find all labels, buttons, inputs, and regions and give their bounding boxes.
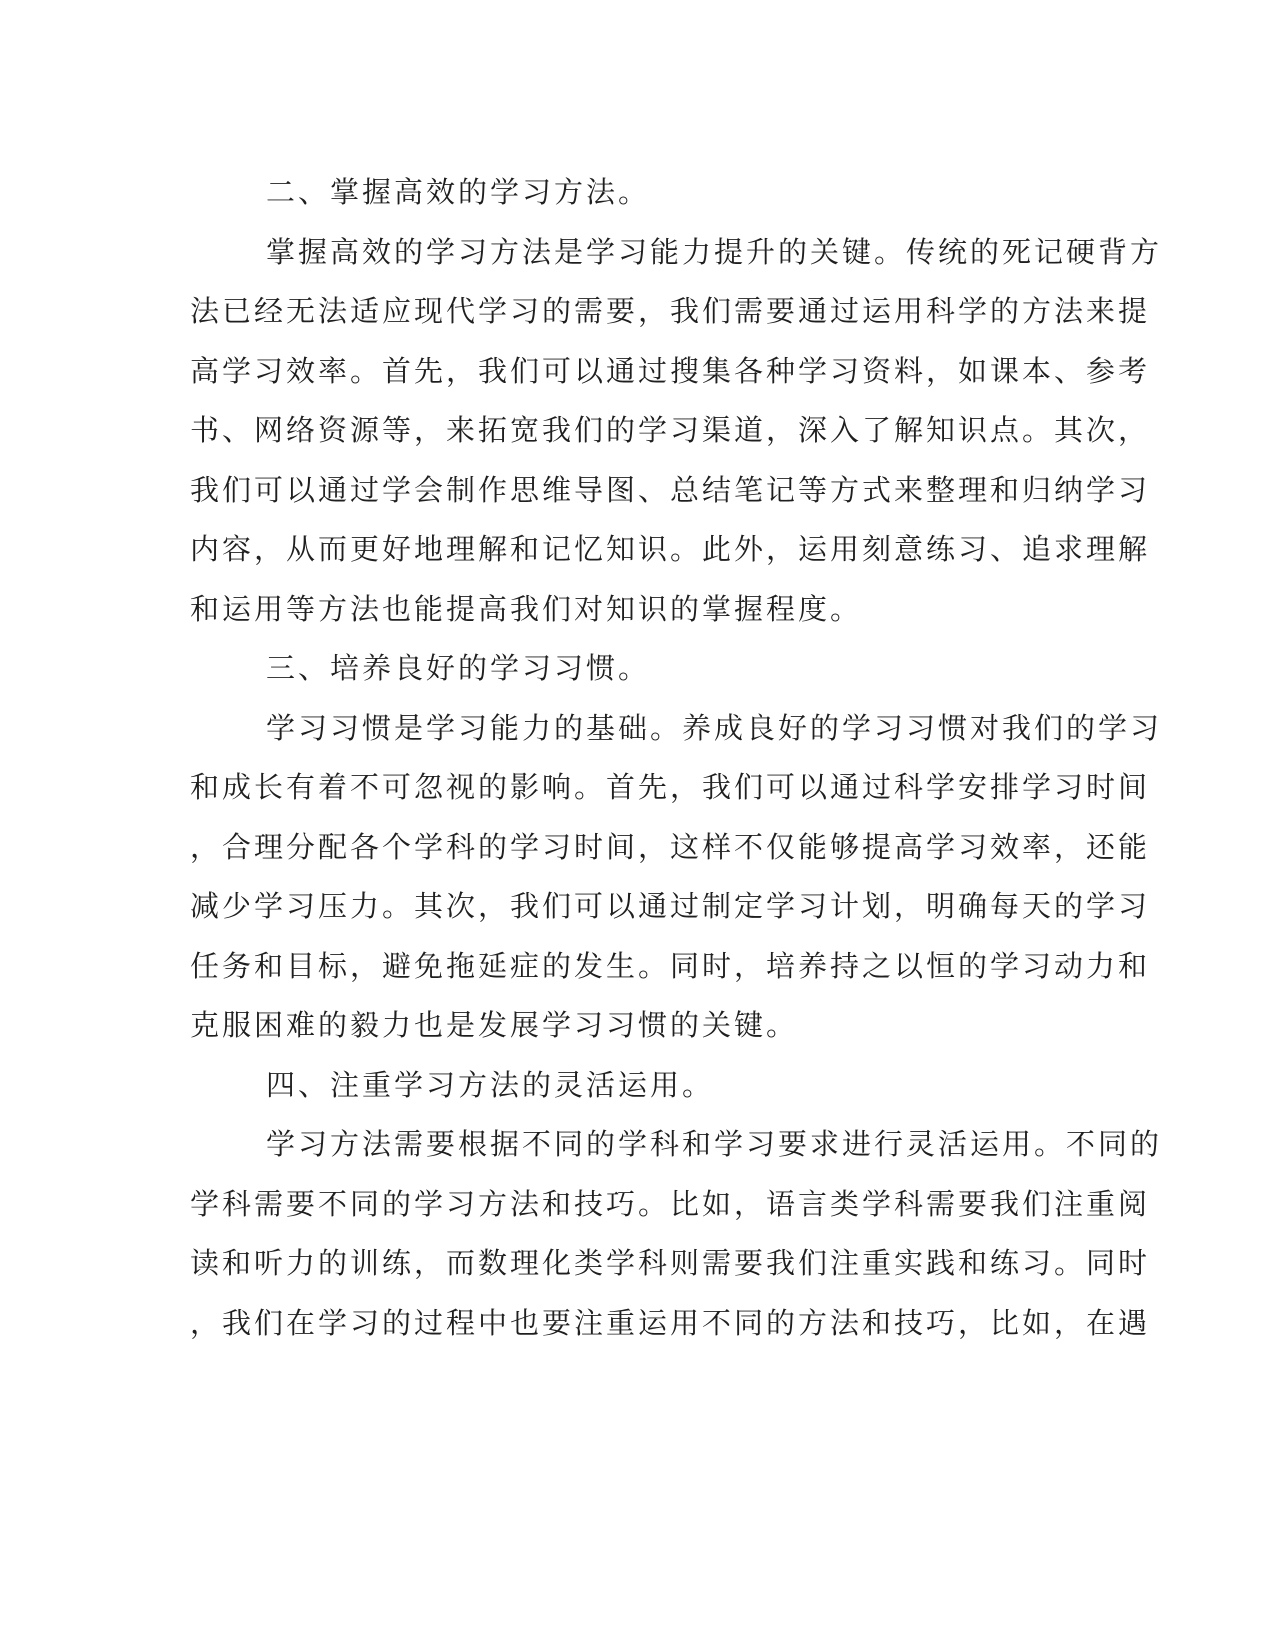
body-text — [190, 163, 1163, 1353]
paragraph-line: 学习习惯是学习能力的基础。养成良好的学习习惯对我们的学习 — [266, 710, 1163, 745]
paragraph-line: 学习方法需要根据不同的学科和学习要求进行灵活运用。不同的 — [266, 1127, 1163, 1161]
paragraph-line: ，我们在学习的过程中也要注重运用不同的方法和技巧，比如，在遇 — [190, 1305, 1151, 1340]
paragraph-line: 读和听力的训练，而数理化类学科则需要我们注重实践和练习。同时 — [190, 1246, 1151, 1280]
section-heading-4: 四、注重学习方法的灵活运用。 — [266, 1067, 715, 1102]
paragraph-line: 减少学习压力。其次，我们可以通过制定学习计划，明确每天的学习 — [190, 889, 1151, 923]
paragraph-line: 高学习效率。首先，我们可以通过搜集各种学习资料，如课本、参考 — [190, 353, 1151, 388]
paragraph-line: 学科需要不同的学习方法和技巧。比如，语言类学科需要我们注重阅 — [190, 1186, 1151, 1221]
paragraph-line: ，合理分配各个学科的学习时间，这样不仅能够提高学习效率，还能 — [190, 829, 1151, 864]
paragraph-line: 掌握高效的学习方法是学习能力提升的关键。传统的死记硬背方 — [266, 234, 1163, 269]
section-heading-2: 二、掌握高效的学习方法。 — [266, 175, 651, 209]
paragraph-line: 任务和目标，避免拖延症的发生。同时，培养持之以恒的学习动力和 — [190, 948, 1151, 983]
section-heading-3: 三、培养良好的学习习惯。 — [266, 651, 651, 685]
paragraph-line: 书、网络资源等，来拓宽我们的学习渠道，深入了解知识点。其次， — [190, 413, 1151, 447]
paragraph-line: 和运用等方法也能提高我们对知识的掌握程度。 — [190, 591, 863, 626]
paragraph-line: 我们可以通过学会制作思维导图、总结笔记等方式来整理和归纳学习 — [190, 472, 1151, 507]
paragraph-line: 克服困难的毅力也是发展学习习惯的关键。 — [190, 1008, 799, 1042]
paragraph-line: 法已经无法适应现代学习的需要，我们需要通过运用科学的方法来提 — [190, 294, 1151, 328]
paragraph-line: 内容，从而更好地理解和记忆知识。此外，运用刻意练习、追求理解 — [190, 532, 1151, 566]
paragraph-line: 和成长有着不可忽视的影响。首先，我们可以通过科学安排学习时间 — [190, 770, 1151, 804]
